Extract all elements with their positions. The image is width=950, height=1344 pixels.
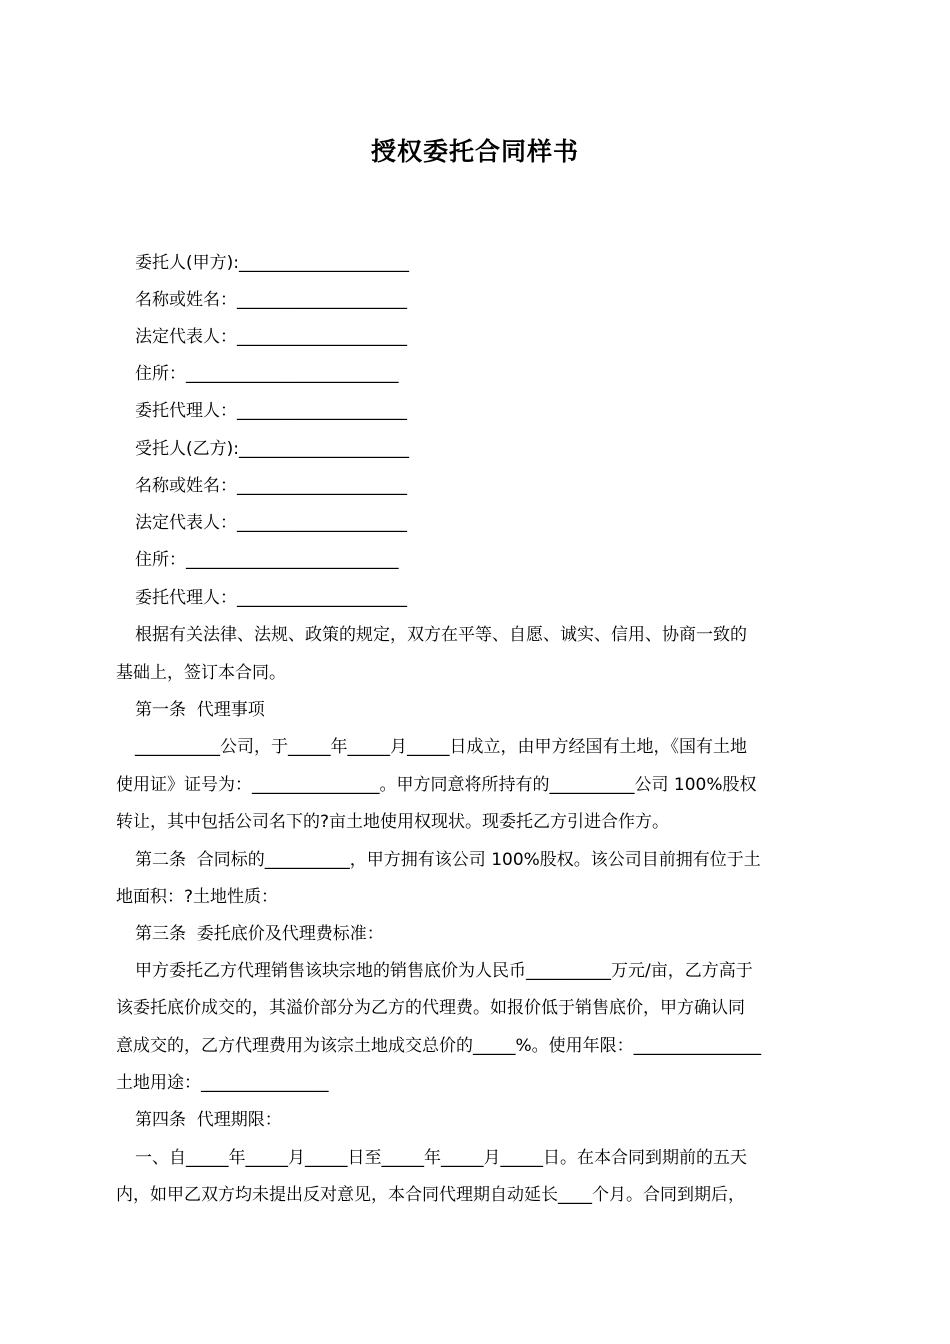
paragraph-line: 地面积：?土地性质：: [116, 887, 279, 907]
paragraph-line: 转让，其中包括公司名下的?亩土地使用权现状。现委托乙方引进合作方。: [116, 812, 670, 832]
paragraph-line: 使用证》证号为：_______________。甲方同意将所持有的__________公司 100%股权: [116, 775, 757, 795]
article-heading: 第三条 委托底价及代理费标准：: [135, 924, 384, 944]
party-line-trustee-legal-rep: 法定代表人：____________________: [135, 513, 407, 533]
party-line-trustee-agent: 委托代理人：____________________: [135, 588, 407, 608]
paragraph-line: 基础上，签订本合同。: [116, 663, 286, 683]
paragraph-line: __________公司，于_____年_____月_____日成立，由甲方经国有土地，《国有土地: [135, 737, 747, 757]
article-heading: 第一条 代理事项: [135, 700, 265, 720]
party-line-principal-address: 住所：_________________________: [135, 364, 399, 384]
document-title: 授权委托合同样书: [370, 137, 579, 166]
article-heading: 第四条 代理期限：: [135, 1110, 282, 1130]
paragraph-line: 甲方委托乙方代理销售该块宗地的销售底价为人民币__________万元/亩，乙方高于: [135, 961, 753, 981]
paragraph-line: 土地用途：_______________: [116, 1073, 329, 1093]
party-line-trustee-name: 名称或姓名：____________________: [135, 476, 407, 496]
party-line-trustee: 受托人(乙方):____________________: [135, 439, 409, 459]
paragraph-line: 该委托底价成交的，其溢价部分为乙方的代理费。如报价低于销售底价，甲方确认同: [116, 998, 745, 1018]
paragraph-line: 意成交的，乙方代理费用为该宗土地成交总价的_____%。使用年限：_______________: [116, 1036, 762, 1056]
paragraph-line: 内，如甲乙双方均未提出反对意见，本合同代理期自动延长____个月。合同到期后，: [116, 1185, 745, 1205]
paragraph-line: 根据有关法律、法规、政策的规定，双方在平等、自愿、诚实、信用、协商一致的: [135, 625, 747, 645]
article-heading: 第二条 合同标的__________，甲方拥有该公司 100%股权。该公司目前拥有位于土: [135, 850, 761, 870]
party-line-principal-name: 名称或姓名：____________________: [135, 290, 407, 310]
paragraph-line: 一、自_____年_____月_____日至_____年_____月_____日。在本合同到期前的五天: [135, 1148, 747, 1168]
party-line-trustee-address: 住所：_________________________: [135, 550, 399, 570]
party-line-principal-agent: 委托代理人：____________________: [135, 401, 407, 421]
party-line-principal-legal-rep: 法定代表人：____________________: [135, 327, 407, 347]
party-line-principal: 委托人(甲方):____________________: [135, 253, 409, 273]
